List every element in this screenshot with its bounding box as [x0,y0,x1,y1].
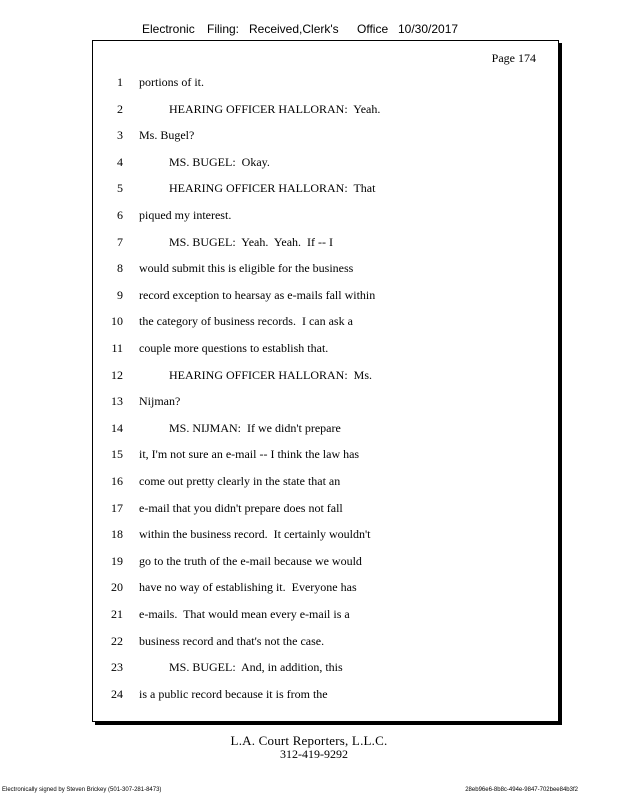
line-number: 21 [111,607,123,621]
line-number: 20 [111,580,123,595]
line-number: 1 [117,75,123,89]
filing-header-word-electronic: Electronic [142,22,195,36]
signature-left: Electronically signed by Steven Brickey (501-307-281-8473) [2,787,162,793]
line-text: e-mail that you didn't prepare does not fall [139,500,343,515]
line-text: business record and that's not the case. [139,633,325,648]
filing-header-date: 10/30/2017 [398,22,459,36]
line-number: 12 [111,367,123,382]
line-number: 10 [111,314,123,329]
footer-firm: L.A. Court Reporters, L.L.C. [230,733,388,748]
line-number: 3 [117,128,123,143]
line-number: 15 [111,447,123,462]
line-number: 22 [111,633,123,648]
transcript-page [92,40,559,722]
line-number: 14 [111,420,123,435]
line-text: MS. NIJMAN: If we didn't prepare [139,420,341,435]
line-number: 7 [117,234,123,249]
line-number: 16 [111,474,123,488]
line-text: is a public record because it is from the [139,686,328,701]
line-number: 8 [117,261,123,276]
page-number: Page 174 [491,51,536,65]
line-text: come out pretty clearly in the state that an [139,474,341,488]
line-text: HEARING OFFICER HALLORAN: Yeah. [139,101,381,116]
line-text: HEARING OFFICER HALLORAN: Ms. [139,367,373,382]
filing-header-word-office: Office [357,22,389,36]
line-text: would submit this is eligible for the business [139,261,354,276]
line-number: 5 [117,181,123,196]
filing-header-word-filing: Filing: [207,22,240,36]
line-text: MS. BUGEL: And, in addition, this [139,660,343,675]
line-number: 23 [111,660,123,675]
line-number: 19 [111,553,123,568]
filing-header-word-received: Received,Clerk's [249,22,339,36]
line-number: 9 [117,287,123,302]
line-number: 24 [111,686,123,701]
line-text: portions of it. [139,75,204,89]
line-text: Nijman? [139,394,181,409]
line-text: record exception to hearsay as e-mails fall within [139,287,376,302]
line-text: e-mails. That would mean every e-mail is a [139,607,350,621]
line-text: Ms. Bugel? [139,128,195,143]
line-text: it, I'm not sure an e-mail -- I think the law has [139,447,360,462]
line-text: HEARING OFFICER HALLORAN: That [139,181,376,196]
line-text: within the business record. It certainly wouldn't [139,527,371,542]
line-number: 2 [117,101,123,116]
line-text: MS. BUGEL: Okay. [139,154,270,169]
line-text: have no way of establishing it. Everyone has [139,580,357,595]
line-number: 13 [111,394,123,409]
line-text: piqued my interest. [139,208,232,222]
line-text: couple more questions to establish that. [139,341,329,355]
line-number: 6 [117,208,123,222]
line-number: 11 [111,341,123,355]
line-number: 4 [117,154,123,169]
line-number: 18 [111,527,123,542]
line-number: 17 [111,500,123,515]
footer-phone: 312-419-9292 [280,747,348,761]
signature-right: 28eb96e6-8b8c-494e-9847-702bee84b3f2 [465,787,578,793]
line-text: MS. BUGEL: Yeah. Yeah. If -- I [139,234,333,249]
line-text: go to the truth of the e-mail because we would [139,553,362,568]
line-text: the category of business records. I can ask a [139,314,353,329]
